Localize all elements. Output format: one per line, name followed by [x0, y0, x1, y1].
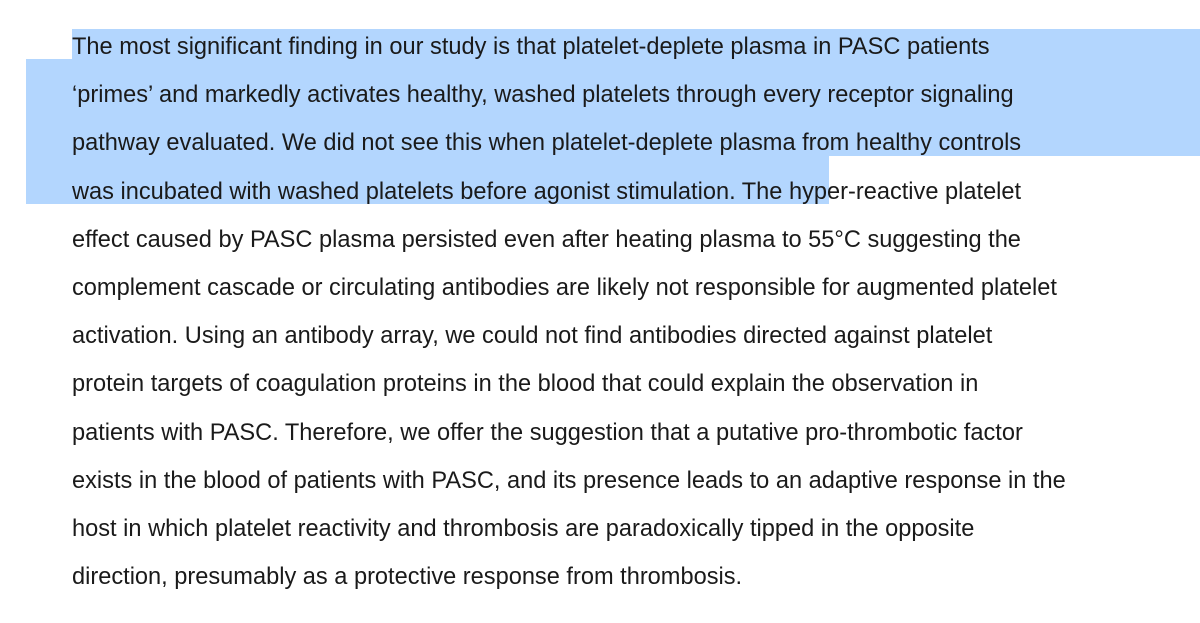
paragraph-line[interactable]: protein targets of coagulation proteins in the blood that could explain the observation in [72, 371, 979, 398]
paragraph-line[interactable]: exists in the blood of patients with PASC, and its presence leads to an adaptive response in the [72, 467, 1066, 494]
paragraph-line[interactable]: activation. Using an antibody array, we could not find antibodies directed against platelet [72, 323, 993, 350]
unselected-text[interactable]: The hyper-reactive platelet [735, 178, 1022, 205]
paragraph-line[interactable]: The most significant finding in our study is that platelet-deplete plasma in PASC patients [72, 34, 990, 60]
paragraph-line[interactable]: complement cascade or circulating antibodies are likely not responsible for augmented platelet [72, 274, 1057, 301]
paragraph-line[interactable]: effect caused by PASC plasma persisted even after heating plasma to 55°C suggesting the [72, 226, 1021, 253]
paragraph-line[interactable]: patients with PASC. Therefore, we offer the suggestion that a putative pro-thrombotic factor [72, 419, 1023, 446]
paragraph-line[interactable]: host in which platelet reactivity and thrombosis are paradoxically tipped in the opposite [72, 515, 975, 542]
paragraph-line[interactable]: ‘primes’ and markedly activates healthy, washed platelets through every receptor signaling [72, 82, 1014, 109]
selected-text[interactable]: was incubated with washed platelets before agonist stimulation. [72, 178, 736, 205]
paragraph-line[interactable]: pathway evaluated. We did not see this when platelet-deplete plasma from healthy controls [72, 130, 1022, 157]
paragraph-line[interactable]: direction, presumably as a protective response from thrombosis. [72, 564, 743, 591]
body-paragraph[interactable] [72, 23, 1197, 601]
paragraph-line[interactable] [72, 168, 1197, 216]
